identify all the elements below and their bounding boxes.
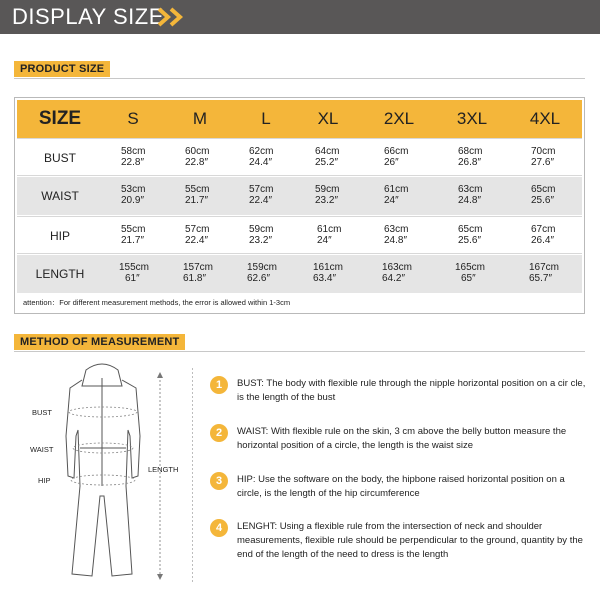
step-text: WAIST: With flexible rule on the skin, 3 cm above the belly button measure the horizontal position of a circle, the length is the waist size <box>237 426 567 451</box>
table-cell: 59cm 23.2″ <box>315 184 340 206</box>
step-text: BUST: The body with flexible rule through the nipple horizontal position on a cir cle, is the length of the bust <box>237 378 586 403</box>
table-row <box>17 255 582 293</box>
table-cell: 57cm 22.4″ <box>249 184 274 206</box>
header-cell-xl: XL <box>317 109 339 128</box>
row-label-waist: WAIST <box>41 189 79 203</box>
measurement-divider <box>14 351 585 352</box>
header-cell-m: M <box>192 109 208 128</box>
size-table <box>14 97 585 314</box>
table-cell: 63cm 24.8″ <box>384 224 409 246</box>
header-cell-4xl: 4XL <box>529 109 561 128</box>
measurement-label: METHOD OF MEASUREMENT <box>14 334 185 350</box>
size-table-header <box>17 100 582 138</box>
step-number-badge: 2 <box>210 424 228 442</box>
table-cell: 63cm 24.8″ <box>458 184 483 206</box>
header-banner <box>0 0 600 34</box>
jumpsuit-figure <box>14 356 189 586</box>
table-cell: 61cm 24″ <box>384 184 409 206</box>
table-cell: 59cm 23.2″ <box>249 224 274 246</box>
row-label-length: LENGTH <box>35 267 85 281</box>
header-cell-l: L <box>261 109 271 128</box>
header-cell-3xl: 3XL <box>456 109 488 128</box>
table-cell: 165cm 65″ <box>455 262 486 284</box>
table-cell: 67cm 26.4″ <box>531 224 556 246</box>
figure-label-hip: HIP <box>38 476 51 485</box>
table-row <box>17 138 582 176</box>
step-number-badge: 1 <box>210 376 228 394</box>
table-cell: 66cm 26″ <box>384 146 409 168</box>
figure-label-length: LENGTH <box>148 465 179 474</box>
table-cell: 65cm 25.6″ <box>531 184 556 206</box>
table-cell: 163cm 64.2″ <box>382 262 413 284</box>
table-cell: 159cm 62.6″ <box>247 262 278 284</box>
table-cell: 155cm 61″ <box>119 262 150 284</box>
double-chevron-right-icon <box>156 6 188 28</box>
row-label-bust: BUST <box>43 151 76 165</box>
step-text: HIP: Use the software on the body, the hipbone raised horizontal position on a circle, is the length of the hip circumference <box>237 474 565 499</box>
table-cell: 65cm 25.6″ <box>458 224 483 246</box>
step-text: LENGHT: Using a flexible rule from the intersection of neck and shoulder measurements, flexible rule should be perpendicular to the ground, quantity by the end of the length of the need to dress is the length <box>237 521 583 560</box>
header-cell-s: S <box>127 109 139 128</box>
measurement-vertical-divider <box>192 368 193 584</box>
table-cell: 58cm 22.8″ <box>121 146 146 168</box>
attention-note: attention：For different measurement methods, the error is allowed within 1-3cm <box>23 298 291 307</box>
figure-label-waist: WAIST <box>30 445 54 454</box>
product-size-divider <box>14 78 585 79</box>
product-size-label: PRODUCT SIZE <box>14 61 110 77</box>
table-row <box>17 177 582 215</box>
row-label-hip: HIP <box>49 229 70 243</box>
table-cell: 57cm 22.4″ <box>185 224 210 246</box>
table-cell: 53cm 20.9″ <box>121 184 146 206</box>
table-cell: 70cm 27.6″ <box>531 146 556 168</box>
table-cell: 167cm 65.7″ <box>529 262 560 284</box>
header-cell-2xl: 2XL <box>383 109 415 128</box>
table-cell: 62cm 24.4″ <box>249 146 274 168</box>
page-title: DISPLAY SIZE <box>12 4 164 29</box>
figure-label-bust: BUST <box>32 408 53 417</box>
table-cell: 60cm 22.8″ <box>185 146 210 168</box>
table-row <box>17 216 582 254</box>
table-cell: 68cm 26.8″ <box>458 146 483 168</box>
table-cell: 55cm 21.7″ <box>121 224 146 246</box>
table-cell: 55cm 21.7″ <box>185 184 210 206</box>
step-number-badge: 4 <box>210 519 228 537</box>
step-number-badge: 3 <box>210 472 228 490</box>
table-cell: 64cm 25.2″ <box>315 146 340 168</box>
header-cell-size: SIZE <box>38 108 82 129</box>
table-cell: 61cm 24″ <box>317 224 342 246</box>
table-cell: 157cm 61.8″ <box>183 262 214 284</box>
table-cell: 161cm 63.4″ <box>313 262 344 284</box>
